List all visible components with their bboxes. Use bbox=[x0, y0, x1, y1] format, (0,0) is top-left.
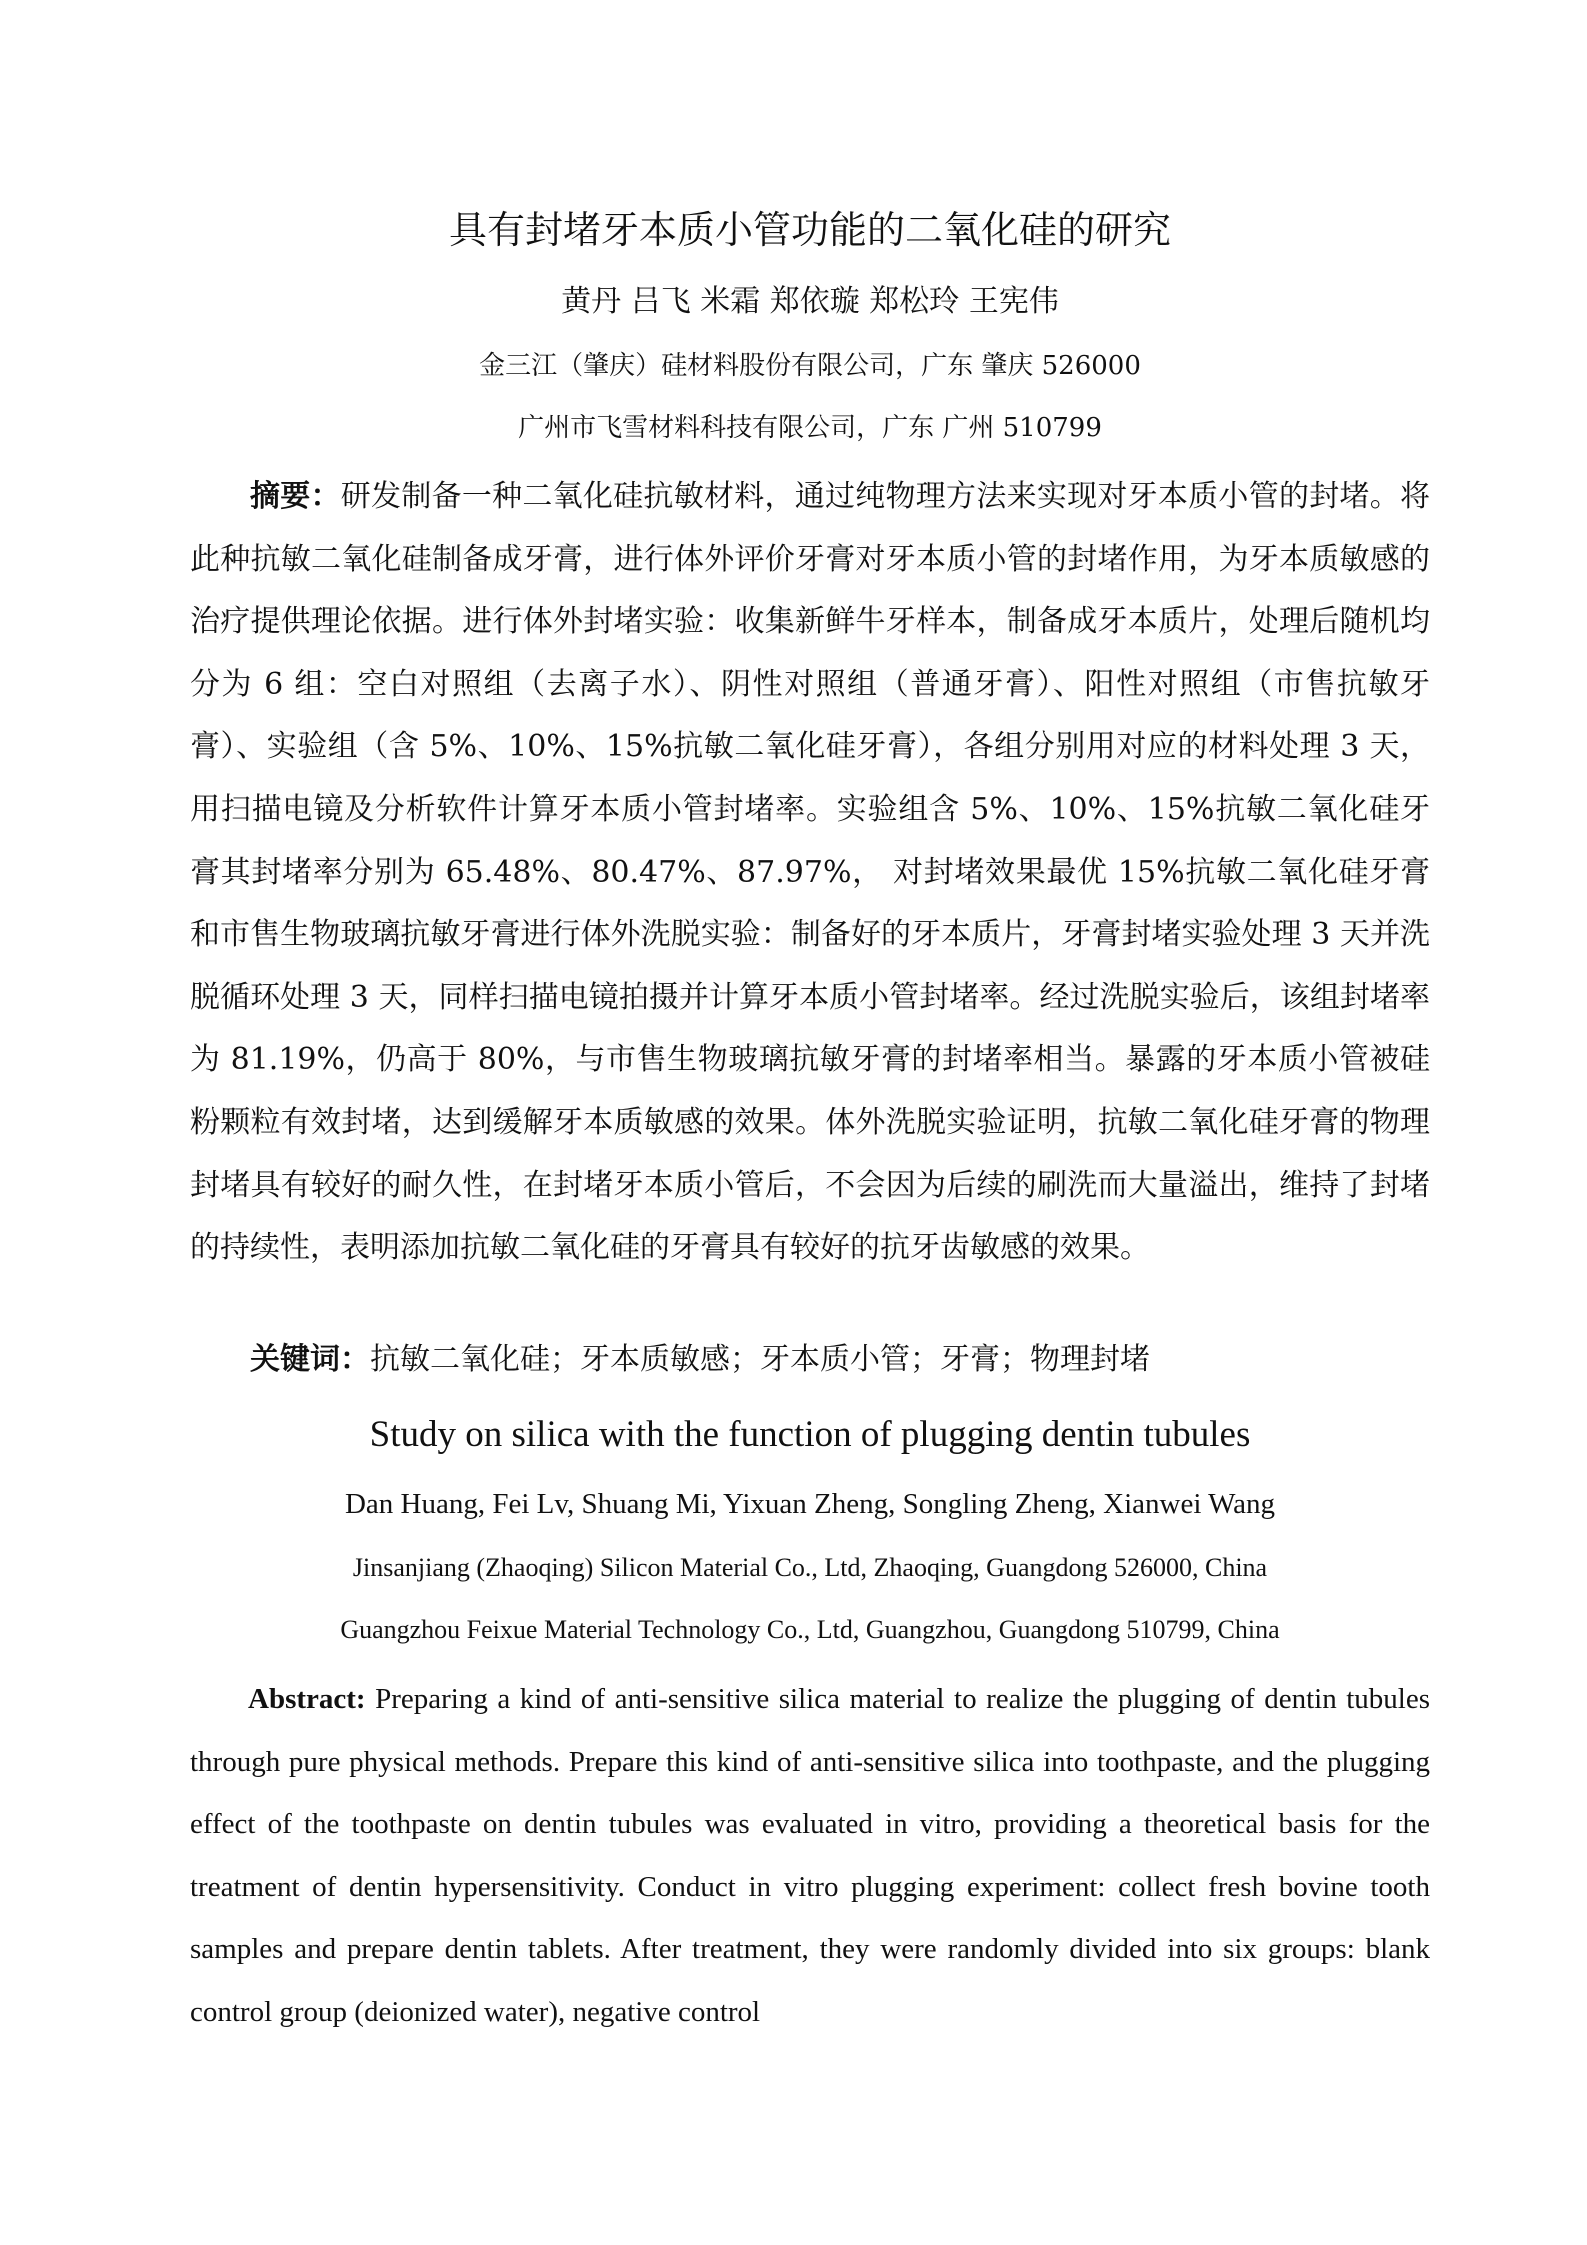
english-affiliation-2: Guangzhou Feixue Material Technology Co., Ltd, Guangzhou, Guangdong 510799, China bbox=[340, 1615, 1280, 1644]
chinese-affiliation-1: 金三江（肇庆）硅材料股份有限公司，广东 肇庆 526000 bbox=[479, 351, 1141, 381]
english-abstract bbox=[190, 1668, 1430, 2044]
chinese-keywords bbox=[190, 1336, 1430, 1384]
chinese-abstract bbox=[190, 466, 1430, 1280]
chinese-abstract-label: 摘要： bbox=[250, 479, 341, 514]
chinese-title: 具有封堵牙本质小管功能的二氧化硅的研究 bbox=[448, 208, 1171, 252]
english-affiliation-1: Jinsanjiang (Zhaoqing) Silicon Material Co., Ltd, Zhaoqing, Guangdong 526000, China bbox=[352, 1553, 1268, 1582]
english-abstract-text: Preparing a kind of anti-sensitive silica material to realize the plugging of dentin tubules through pure physical methods. Prepare this kind of anti-sensitive silica into toothpaste, and the plugging effect of the toothpaste on dentin tubules was evaluated in vitro, providing a theoretical basis for the treatment of dentin hypersensitivity. Conduct in vitro plugging experiment: collect fresh bovine tooth samples and prepare dentin tablets. After treatment, they were randomly divided into six groups: blank control group (deionized water), negative control bbox=[190, 1683, 1430, 2028]
chinese-affiliation-2: 广州市飞雪材料科技有限公司，广东 广州 510799 bbox=[518, 413, 1102, 443]
english-abstract-label: Abstract: bbox=[248, 1683, 366, 1715]
chinese-keywords-label: 关键词： bbox=[250, 1342, 370, 1377]
chinese-abstract-text: 研发制备一种二氧化硅抗敏材料，通过纯物理方法来实现对牙本质小管的封堵。将此种抗敏二氧化硅制备成牙膏，进行体外评价牙膏对牙本质小管的封堵作用，为牙本质敏感的治疗提供理论依据。进行体外封堵实验：收集新鲜牛牙样本，制备成牙本质片，处理后随机均分为 6 组：空白对照组（去离子水）、阴性对照组（普通牙膏）、阳性对照组（市售抗敏牙膏）、实验组（含 5%、10%、15%抗敏二氧化硅牙膏），各组分别用对应的材料处理 3 天，用扫描电镜及分析软件计算牙本质小管封堵率。实验组含 5%、10%、15%抗敏二氧化硅牙膏其封堵率分别为 65.48%、80.47%、87.97%， 对封堵效果最优 15%抗敏二氧化硅牙膏和市售生物玻璃抗敏牙膏进行体外洗脱实验：制备好的牙本质片，牙膏封堵实验处理 3 天并洗脱循环处理 3 天，同样扫描电镜拍摄并计算牙本质小管封堵率。经过洗脱实验后，该组封堵率为 81.19%，仍高于 80%，与市售生物玻璃抗敏牙膏的封堵率相当。暴露的牙本质小管被硅粉颗粒有效封堵，达到缓解牙本质敏感的效果。体外洗脱实验证明，抗敏二氧化硅牙膏的物理封堵具有较好的耐久性，在封堵牙本质小管后，不会因为后续的刷洗而大量溢出，维持了封堵的持续性，表明添加抗敏二氧化硅的牙膏具有较好的抗牙齿敏感的效果。 bbox=[190, 479, 1431, 1266]
chinese-authors: 黄丹 吕飞 米霜 郑依璇 郑松玲 王宪伟 bbox=[561, 284, 1059, 319]
chinese-keywords-text: 抗敏二氧化硅；牙本质敏感；牙本质小管；牙膏；物理封堵 bbox=[370, 1342, 1150, 1377]
english-title: Study on silica with the function of plugging dentin tubules bbox=[369, 1414, 1251, 1455]
english-authors: Dan Huang, Fei Lv, Shuang Mi, Yixuan Zheng, Songling Zheng, Xianwei Wang bbox=[344, 1488, 1276, 1520]
